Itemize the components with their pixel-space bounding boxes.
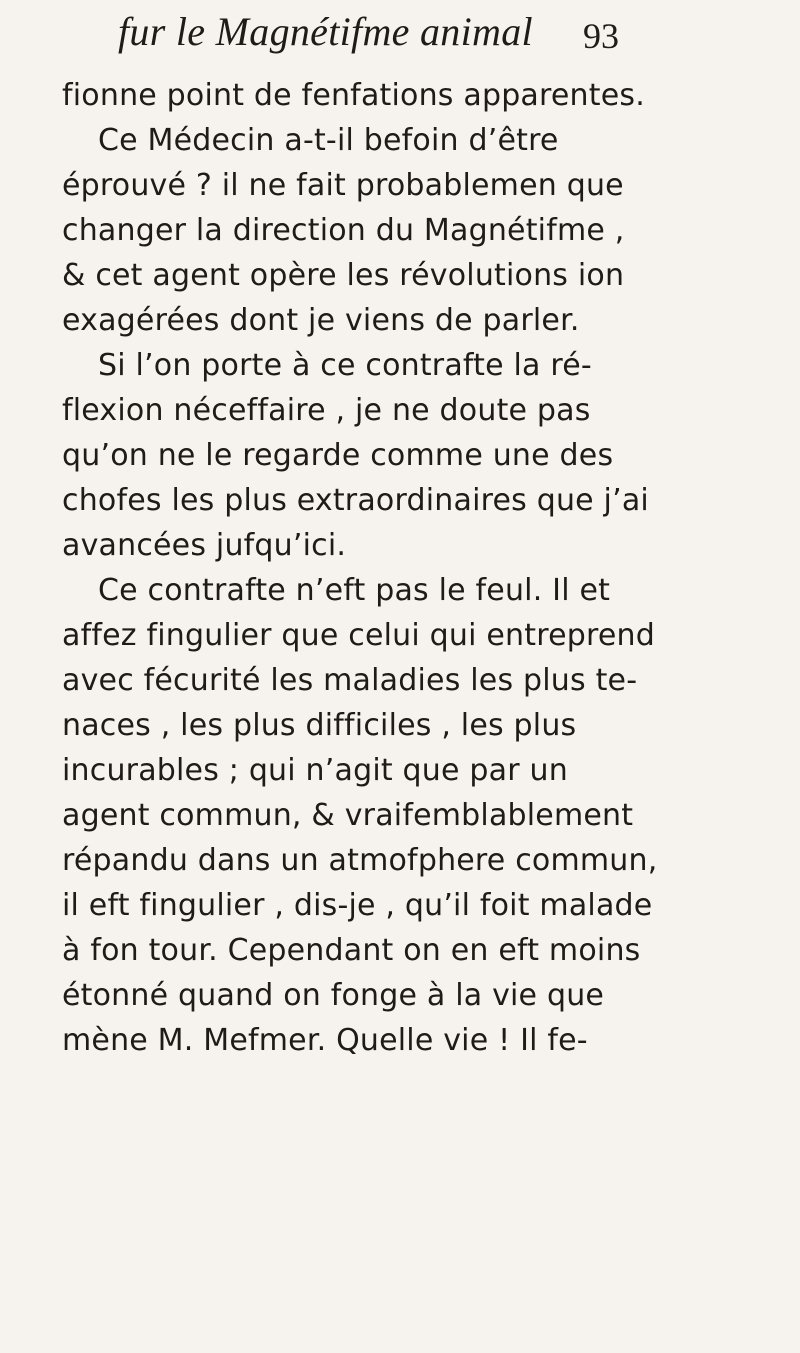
text-line: avancées jufqu’ici. <box>62 528 347 563</box>
text-line: mène M. Mefmer. Quelle vie ! Il fe- <box>62 1023 588 1058</box>
text-line: répandu dans un atmofphere commun, <box>62 843 658 878</box>
text-line: à fon tour. Cependant on en eft moins <box>62 933 641 968</box>
text-line: il eft fingulier , dis-je , qu’il foit malade <box>62 888 653 923</box>
text-line: affez fingulier que celui qui entreprend <box>62 618 655 653</box>
text-line: flexion néceffaire , je ne doute pas <box>62 393 591 428</box>
text-line: changer la direction du Magnétifme , <box>62 213 625 248</box>
text-line: fionne point de fenfations apparentes. <box>62 78 645 113</box>
text-line: qu’on ne le regarde comme une des <box>62 438 614 473</box>
text-line: avec fécurité les maladies les plus te- <box>62 663 638 698</box>
page-number: 93 <box>583 16 619 56</box>
text-line: Si l’on porte à ce contrafte la ré- <box>98 348 592 383</box>
text-line: exagérées dont je viens de parler. <box>62 303 580 338</box>
text-line: étonné quand on fonge à la vie que <box>62 978 605 1013</box>
text-line: agent commun, & vraifemblablement <box>62 798 634 833</box>
running-title: fur le Magnétifme animal <box>118 9 533 54</box>
text-line: naces , les plus difficiles , les plus <box>62 708 577 743</box>
text-line: éprouvé ? il ne fait probablemen que <box>62 168 624 203</box>
text-line: & cet agent opère les révolutions ion <box>62 258 625 293</box>
text-line: Ce contrafte n’eft pas le feul. Il et <box>98 573 611 608</box>
text-line: Ce Médecin a-t-il befoin d’être <box>98 123 559 158</box>
text-line: chofes les plus extraordinaires que j’ai <box>62 483 649 518</box>
text-line: incurables ; qui n’agit que par un <box>62 753 568 788</box>
running-head <box>118 8 638 64</box>
